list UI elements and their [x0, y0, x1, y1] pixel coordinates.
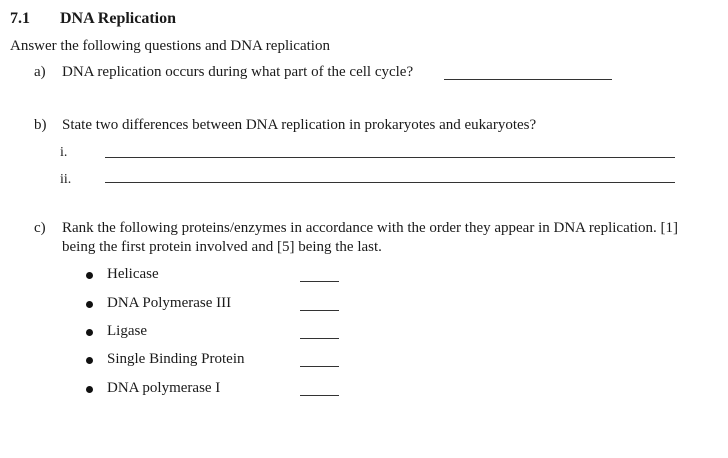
section-title: DNA Replication	[60, 10, 176, 27]
question-b	[34, 117, 536, 134]
bullet-icon	[86, 329, 93, 336]
bullet-icon	[86, 357, 93, 364]
question-b-sub-i: i.	[60, 145, 68, 160]
bullet-icon	[86, 386, 93, 393]
answer-line-b-i[interactable]	[105, 157, 675, 158]
question-a-text: DNA replication occurs during what part of the cell cycle?	[62, 64, 414, 80]
question-c-text-line2: being the first protein involved and [5] being the last.	[62, 239, 382, 255]
question-a-label: a)	[34, 64, 46, 80]
question-c-label: c)	[34, 220, 46, 236]
question-c	[34, 220, 678, 237]
rank-line-helicase[interactable]	[300, 281, 339, 282]
rank-line-single-binding-protein[interactable]	[300, 366, 339, 367]
question-a	[34, 64, 413, 81]
question-b-label: b)	[34, 117, 47, 133]
section-number: 7.1	[10, 10, 30, 27]
question-b-text: State two differences between DNA replication in prokaryotes and eukaryotes?	[62, 117, 537, 133]
question-b-sub-ii: ii.	[60, 172, 72, 187]
rank-item-ligase: Ligase	[107, 323, 147, 339]
question-c-text-line1: Rank the following proteins/enzymes in accordance with the order they appear in DNA replication. [1]	[62, 220, 679, 236]
rank-line-dna-polymerase-iii[interactable]	[300, 310, 339, 311]
bullet-icon	[86, 301, 93, 308]
bullet-icon	[86, 272, 93, 279]
rank-item-dna-polymerase-i: DNA polymerase I	[107, 380, 221, 396]
answer-line-b-ii[interactable]	[105, 182, 675, 183]
section-intro: Answer the following questions and DNA replication	[10, 38, 330, 54]
rank-item-single-binding-protein: Single Binding Protein	[107, 351, 245, 367]
rank-line-dna-polymerase-i[interactable]	[300, 395, 339, 396]
rank-line-ligase[interactable]	[300, 338, 339, 339]
rank-item-dna-polymerase-iii: DNA Polymerase III	[107, 295, 232, 311]
answer-line-a[interactable]	[444, 79, 612, 80]
rank-item-helicase: Helicase	[107, 266, 159, 282]
